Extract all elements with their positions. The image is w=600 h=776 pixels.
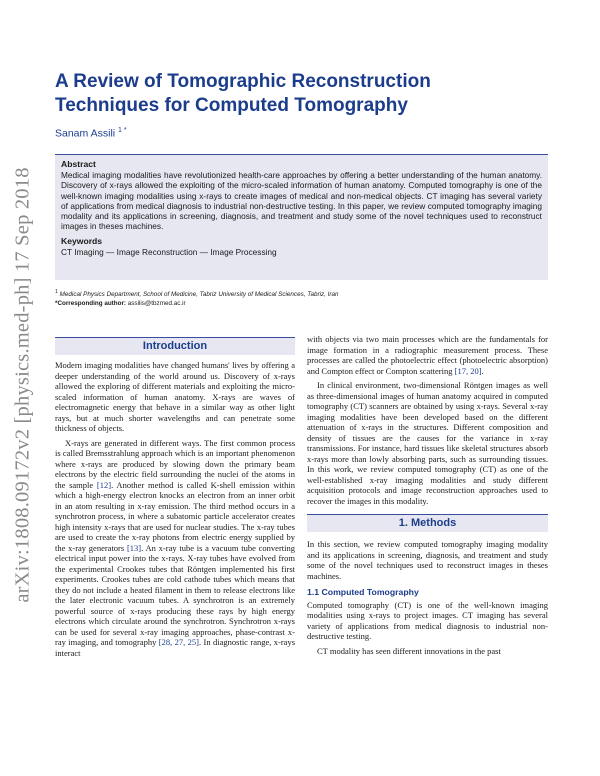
right-p1-part-b: . — [481, 365, 484, 376]
keywords-text: CT Imaging — Image Reconstruction — Image Processing — [61, 246, 277, 257]
citation-28-27-25[interactable]: [28, 27, 25] — [158, 637, 200, 647]
author-line — [55, 127, 127, 140]
corresponding-line — [55, 299, 338, 308]
intro-paragraph-1: Modern imaging modalities have changed humans' lives by offering a deeper understanding of the world around us. Discovery of x-rays allowed the exploring of different materials and exploiting the micro-scaled information of human anatomy. X-rays are waves of electromagnetic energy that behave in a similar way as other light rays, but at much shorter wavelengths and can penetrate some thickness of objects. — [55, 360, 295, 433]
arxiv-identifier-text: arXiv:1808.09172v2 [physics.med-ph] 17 Sep 2018 — [11, 167, 34, 603]
computed-tomography-subheading: 1.1 Computed Tomography — [307, 587, 419, 597]
corresponding-email[interactable]: assilis@tbzmed.ac.ir — [127, 300, 186, 308]
intro-p2-part-c: . An x-ray tube is a vacuum tube converting electrical input power into the x-rays. X-ray tubes have evolved from the experimental Crookes tubes that Röntgen implemented his first experiments. Crookes tubes are cold cathode tubes which means that they do not include a heated filament in them to release electrons like the later electronic vacuum tubes. A synchrotron is an extremely powerful source of x-rays producing these rays by high energy electrons which circulate around the synchrotron. Synchrotron x-rays can be used for several x-ray imaging approaches, phase-contrast x-ray imaging, and tomography — [55, 542, 296, 647]
title-line-1: A Review of Tomographic Reconstruction — [55, 71, 431, 92]
introduction-header — [55, 337, 295, 355]
keywords-heading: Keywords — [61, 235, 103, 246]
citation-17-20[interactable]: [17, 20] — [454, 365, 482, 376]
corresponding-label: *Corresponding author: — [55, 300, 127, 308]
affiliation-mark: 1 — [55, 289, 58, 295]
author-name: Sanam Assili — [55, 127, 116, 140]
title-line-2: Techniques for Computed Tomography — [55, 95, 408, 116]
affiliation-text: Medical Physics Department, School of Medicine, Tabriz University of Medical Sciences, Tabriz, Iran — [59, 291, 339, 299]
intro-p2-part-a: X-rays are generated in different ways. The first common process is called Bremsstrahlung approach which is an important phenomenon where x-rays are produced by slowing down the primary beam electrons by the electric field surrounding the nuclei of the atoms in the sample — [55, 437, 295, 490]
methods-paragraph-2: Computed tomography (CT) is one of the well-known imaging modalities using x-rays to project images. CT imaging has several variety of applications from medical diagnosis to industrial non-destructive testing. — [307, 599, 548, 641]
right-column — [307, 334, 548, 656]
left-column — [55, 360, 295, 658]
right-paragraph-2: In clinical environment, two-dimensional Röntgen images as well as three-dimensional images of human anatomy acquired in computed tomography (CT) scanners are obtained by using x-rays. Several x-ray imaging modalities have been developed based on the different attenuation of x-rays in the structures. Different composition and density of tissues are the causes for the variance in x-ray transmissions. For instance, hard tissues like skeletal structures absorb x-rays more than lowly absorbing parts, such as surrounding tissues. In this work, we review computed tomography (CT) as one of the well-established x-ray imaging modalities and study different acquisition protocols and image reconstruction approaches used to recover the images in this modality. — [307, 380, 548, 506]
citation-12[interactable]: [12] — [96, 479, 112, 490]
paper-title — [55, 70, 535, 118]
introduction-heading: Introduction — [55, 337, 295, 355]
abstract-text: Medical imaging modalities have revolutionized health-care approaches by offering a better understanding of the human anatomy. Discovery of x-rays allowed the exploiting of the micro-scaled information of human anatomy. Computed tomography is one of the well-known imaging modalities using x-rays to create images of medical and non-medical objects. CT imaging has several variety of applications from medical diagnosis to industrial non-destructive testing. In this paper, we review computed tomography imaging modality and its applications in screening, diagnosis, and treatment and study some of the novel techniques used to reconstruct images in theses machines. — [61, 170, 542, 232]
affiliation-block — [55, 288, 338, 308]
methods-paragraph-3: CT modality has seen different innovations in the past — [317, 645, 501, 656]
affiliation-line — [55, 288, 338, 299]
abstract-heading: Abstract — [61, 159, 96, 169]
methods-heading: 1. Methods — [307, 514, 548, 532]
intro-paragraph-2 — [55, 438, 295, 659]
intro-p2-part-b: . Another method is called K-shell emission within which a high-energy electron knocks an electron from an inner orbit in an atom resulting in x-ray emission. The third method occurs in a synchrotron process, in where a subatomic particle accelerator creates high intensity x-rays that are used for nuclear studies. The x-ray tubes are used to create the x-ray photons from electric energy supplied by the x-ray generators — [55, 479, 295, 553]
intro-p2-part-d: . In diagnostic range, x-rays interact — [55, 637, 296, 658]
right-paragraph-1 — [307, 334, 548, 376]
right-p1-part-a: with objects via two main processes which are the fundamentals for image formation in a radiographic measurement process. These processes are called the photoelectric effect (photoelectric absorption) and Compton effect or Compton scattering — [307, 334, 548, 376]
methods-paragraph-1: In this section, we review computed tomography imaging modality and its applications in screening, diagnosis, and treatment and study some of the novel techniques used to reconstruct images in theses machines. — [307, 539, 548, 581]
abstract-box — [55, 154, 548, 280]
citation-13[interactable]: [13] — [126, 542, 142, 553]
author-marks: 1 * — [118, 127, 127, 134]
arxiv-identifier — [4, 167, 42, 603]
